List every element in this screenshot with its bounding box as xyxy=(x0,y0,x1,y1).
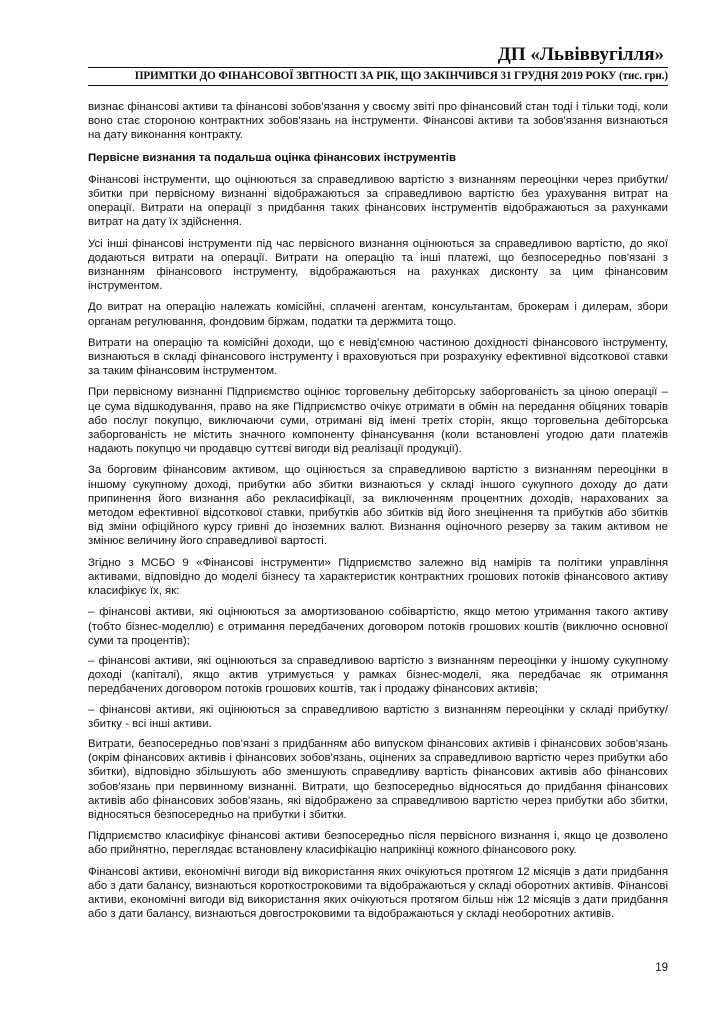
paragraph: Фінансові активи, економічні вигоди від використання яких очікуються протягом 12 місяців з дати придбання або з дати балансу, визнаються короткостроковими та відображаються у складі оборотних активів. Фінансові активи, економічні вигоди від використання яких очікуються протягом більш ніж 12 місяців з дати придбання або з дати балансу, визнаються довгостроковими та відображаються у складі необоротних активів. xyxy=(88,865,668,921)
page-number: 19 xyxy=(655,962,668,974)
list-item: – фінансові активи, які оцінюються за амортизованою собівартістю, якщо метою утримання такого активу (тобто бізнес-моделлю) є отримання передбачених договором потоків грошових коштів (виключно основної суми та процентів); xyxy=(88,606,668,647)
document-subtitle: ПРИМІТКИ ДО ФІНАНСОВОЇ ЗВІТНОСТІ ЗА РІК, ЩО ЗАКІНЧИВСЯ 31 ГРУДНЯ 2019 РОКУ (тис. грн.) xyxy=(134,70,668,82)
paragraph: За борговим фінансовим активом, що оцінюється за справедливою вартістю з визнанням переоцінки в іншому сукупному доході, прибутки або збитки визнаються у складі іншого сукупного доходу до дати припинення його визнання або рекласифікації, за виключенням процентних доходів, нарахованих за методом ефективної відсоткової ставки, прибутків або збитків від його знецінення та прибутків або збитків від зміни офіційного курсу гривні до іноземних валют. Визнання оціночного резерву за таким активом не змінює величину його справедливої вартості. xyxy=(88,464,668,548)
paragraph: До витрат на операцію належать комісійні, сплачені агентам, консультантам, брокерам і дилерам, збори органам регулювання, фондовим біржам, податки та держмита тощо. xyxy=(88,301,668,328)
paragraph: Усі інші фінансові інструменти під час первісного визнання оцінюються за справедливою вартістю, до якої додаються витрати на операції. Витрати на операцію та інші платежі, що безпосередньо пов'язані з визнанням фінансового інструменту, відображаються на рахунках дисконту за цим фінансовим інструментом. xyxy=(88,237,668,293)
paragraph: визнає фінансові активи та фінансові зобов'язання у своєму звіті про фінансовий стан тоді і тільки тоді, коли воно стає стороною контрактних зобов'язань на інструменти. Фінансові активи та зобов'язання визнаються на дату виконання контракту. xyxy=(88,101,668,142)
paragraph: Підприємство класифікує фінансові активи безпосередньо після первісного визнання і, якщо це дозволено або прийнятно, переглядає встановлену класифікацію наприкінці кожного фінансового року. xyxy=(88,830,668,857)
list-item: – фінансові активи, які оцінюються за справедливою вартістю з визнанням переоцінки у складі прибутку/збитку - всі інші активи. xyxy=(88,703,668,730)
header-rule-top xyxy=(88,67,668,68)
company-title: ДП «Львіввугілля» xyxy=(497,44,664,65)
list-item: – фінансові активи, які оцінюються за справедливою вартістю з визнанням переоцінки у іншому сукупному доході (капіталі), якщо актив утримується у рамках бізнес-моделі, яка передбачає як отримання передбачених договором потоків грошових коштів, так і продажу фінансових активів; xyxy=(88,654,668,696)
paragraph: Витрати на операцію та комісійні доходи, що є невід'ємною частиною дохідності фінансового інструменту, визнаються в складі фінансового інструменту і враховуються при розрахунку ефективної відсоткової ставки за таким фінансовим інструментом. xyxy=(88,336,668,378)
paragraph: При первісному визнанні Підприємство оцінює торговельну дебіторську заборгованість за ціною операції – це сума відшкодування, право на яке Підприємство очікує отримати в обмін на передання обіцяних товарів або послуг покупцю, виключаючи суми, отримані від імені третіх сторін, якщо торговельна дебіторська заборгованість не містить значного компоненту фінансування (коли встановлені угодою дати платежів надають покупцю чи продавцю суттєві вигоди від реалізації продукції). xyxy=(88,386,668,456)
header-rule-bottom xyxy=(88,85,668,86)
paragraph: Згідно з МСБО 9 «Фінансові інструменти» Підприємство залежно від намірів та політики управління активами, відповідно до моделі бізнесу та характеристик контрактних грошових потоків фінансового активу класифікує їх, як: xyxy=(88,556,668,598)
body-text xyxy=(88,100,668,928)
section-heading: Первісне визнання та подальша оцінка фінансових інструментів xyxy=(88,151,456,164)
paragraph: Фінансові інструменти, що оцінюються за справедливою вартістю з визнанням переоцінки через прибутки/збитки при первісному визнанні відображаються за справедливою вартістю без урахування витрат на операції. Витрати на операції з придбання таких фінансових інструментів відображаються за рахунками витрат на дату їх здійснення. xyxy=(88,173,668,229)
paragraph: Витрати, безпосередньо пов'язані з придбанням або випуском фінансових активів і фінансових зобов'язань (окрім фінансових активів і фінансових зобов'язань, оцінених за справедливою вартістю через прибутки або збитки), відповідно збільшують або зменшують справедливу вартість фінансових активів або фінансових зобов'язань при первинному визнанні. Витрати, що безпосередньо відносяться до придбання фінансових активів або фінансових зобов'язань, які відображено за справедливою вартістю через прибутки або збитки, відносяться безпосередньо на прибутки і збитки. xyxy=(88,737,668,821)
